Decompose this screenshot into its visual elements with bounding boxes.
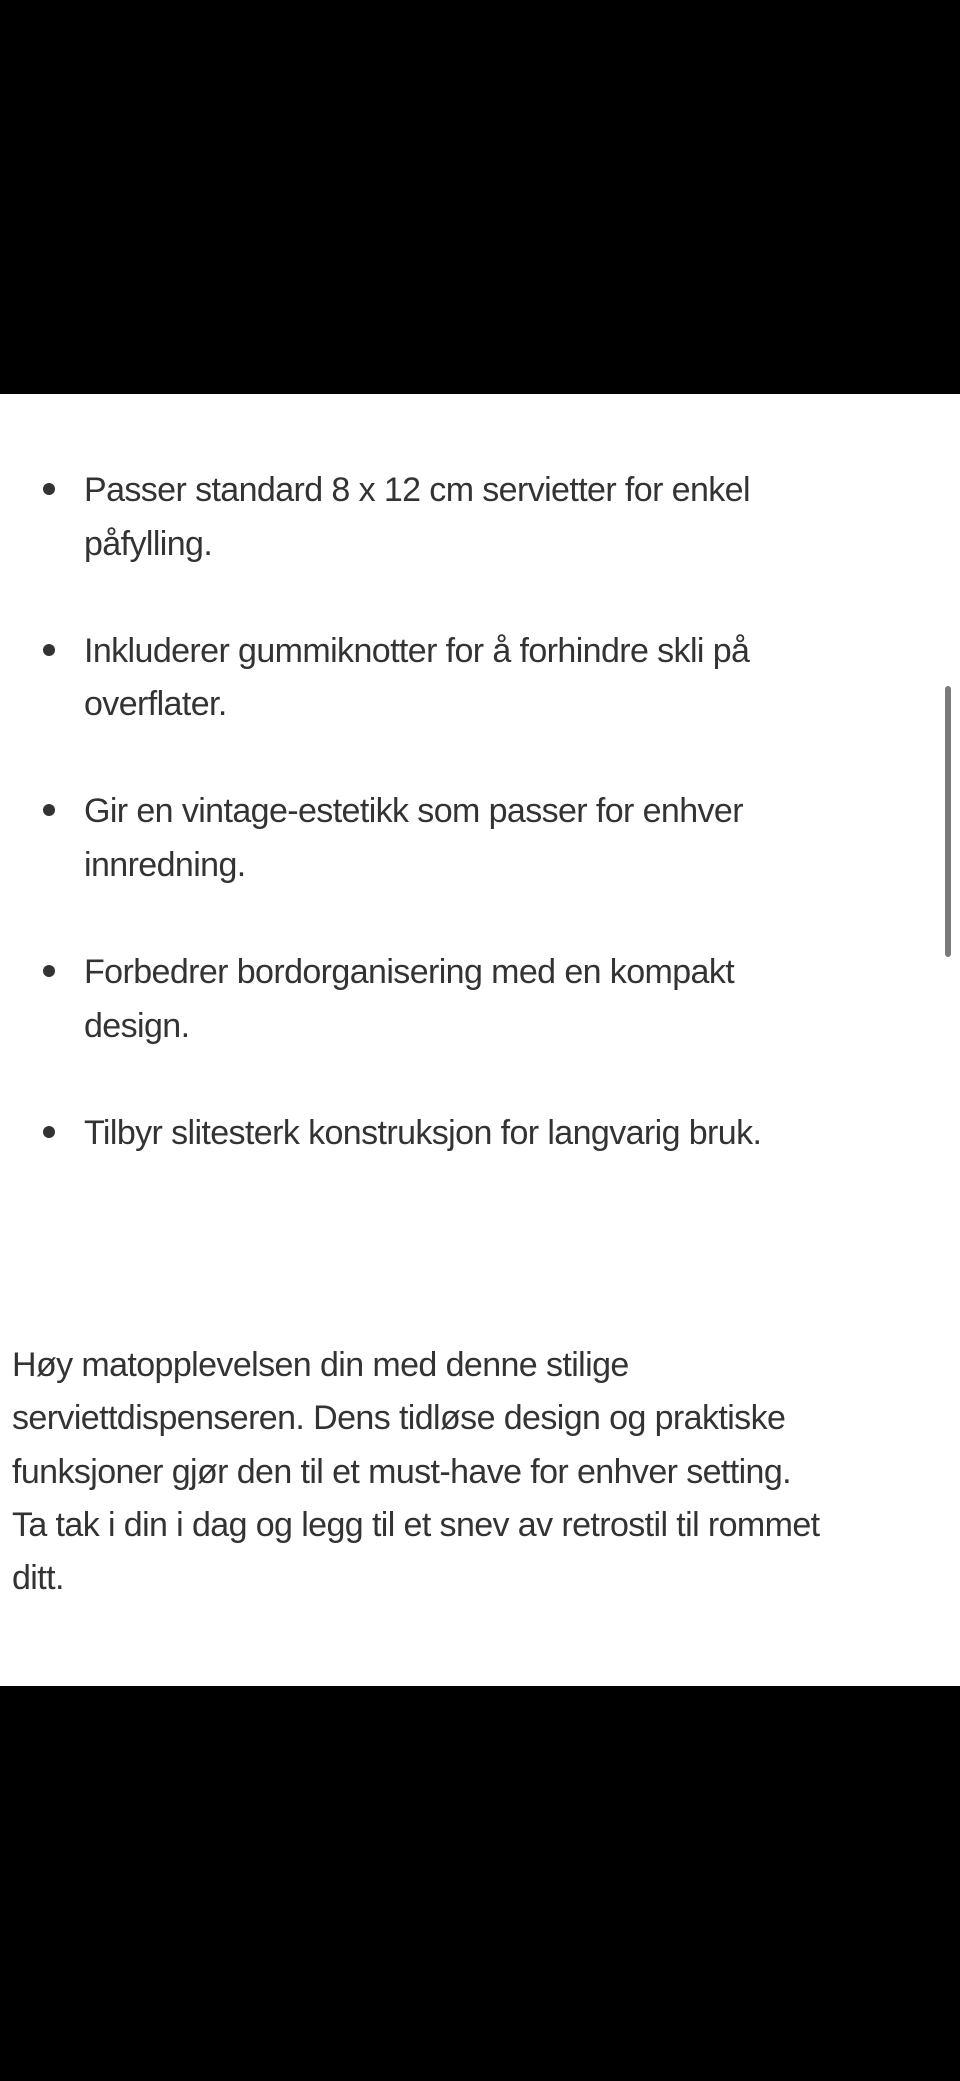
text-line: innredning.	[84, 845, 246, 884]
text-line: overflater.	[84, 685, 227, 724]
list-item	[0, 464, 940, 625]
text-line: Forbedrer bordorganisering med en kompakt	[84, 953, 735, 992]
bullet-icon	[43, 965, 55, 977]
text-line: Gir en vintage-estetikk som passer for enhver	[84, 792, 743, 831]
text-line: ditt.	[12, 1559, 64, 1598]
description-paragraph	[12, 1339, 947, 1605]
list-item	[0, 625, 940, 786]
feature-list	[0, 464, 940, 1267]
list-item-text	[84, 625, 749, 732]
text-line: Ta tak i din i dag og legg til et snev av retrostil til rommet	[12, 1505, 820, 1544]
scrollbar-thumb[interactable]	[945, 686, 951, 957]
text-line: påfylling.	[84, 524, 213, 563]
text-line: Tilbyr slitesterk konstruksjon for langvarig bruk.	[84, 1113, 762, 1152]
list-item-text	[84, 946, 734, 1053]
text-line: Passer standard 8 x 12 cm servietter for enkel	[84, 471, 750, 509]
text-line: serviettdispenseren. Dens tidløse design og praktiske	[12, 1399, 786, 1438]
letterbox-bottom	[0, 1686, 960, 2081]
letterbox-top	[0, 0, 960, 394]
text-line: Høy matopplevelsen din med denne stilige	[12, 1346, 629, 1384]
bullet-icon	[43, 1126, 55, 1138]
text-line: Inkluderer gummiknotter for å forhindre skli på	[84, 631, 750, 670]
text-line: design.	[84, 1006, 190, 1045]
list-item-text	[84, 1107, 761, 1161]
bullet-icon	[43, 644, 55, 656]
list-item-text	[84, 464, 750, 571]
list-item-text	[84, 785, 743, 892]
bullet-icon	[43, 483, 55, 495]
text-line: funksjoner gjør den til et must-have for enhver setting.	[12, 1452, 792, 1491]
bullet-icon	[43, 804, 55, 816]
list-item	[0, 785, 940, 946]
list-item	[0, 946, 940, 1107]
list-item	[0, 1107, 940, 1268]
product-description-page	[0, 394, 960, 1686]
